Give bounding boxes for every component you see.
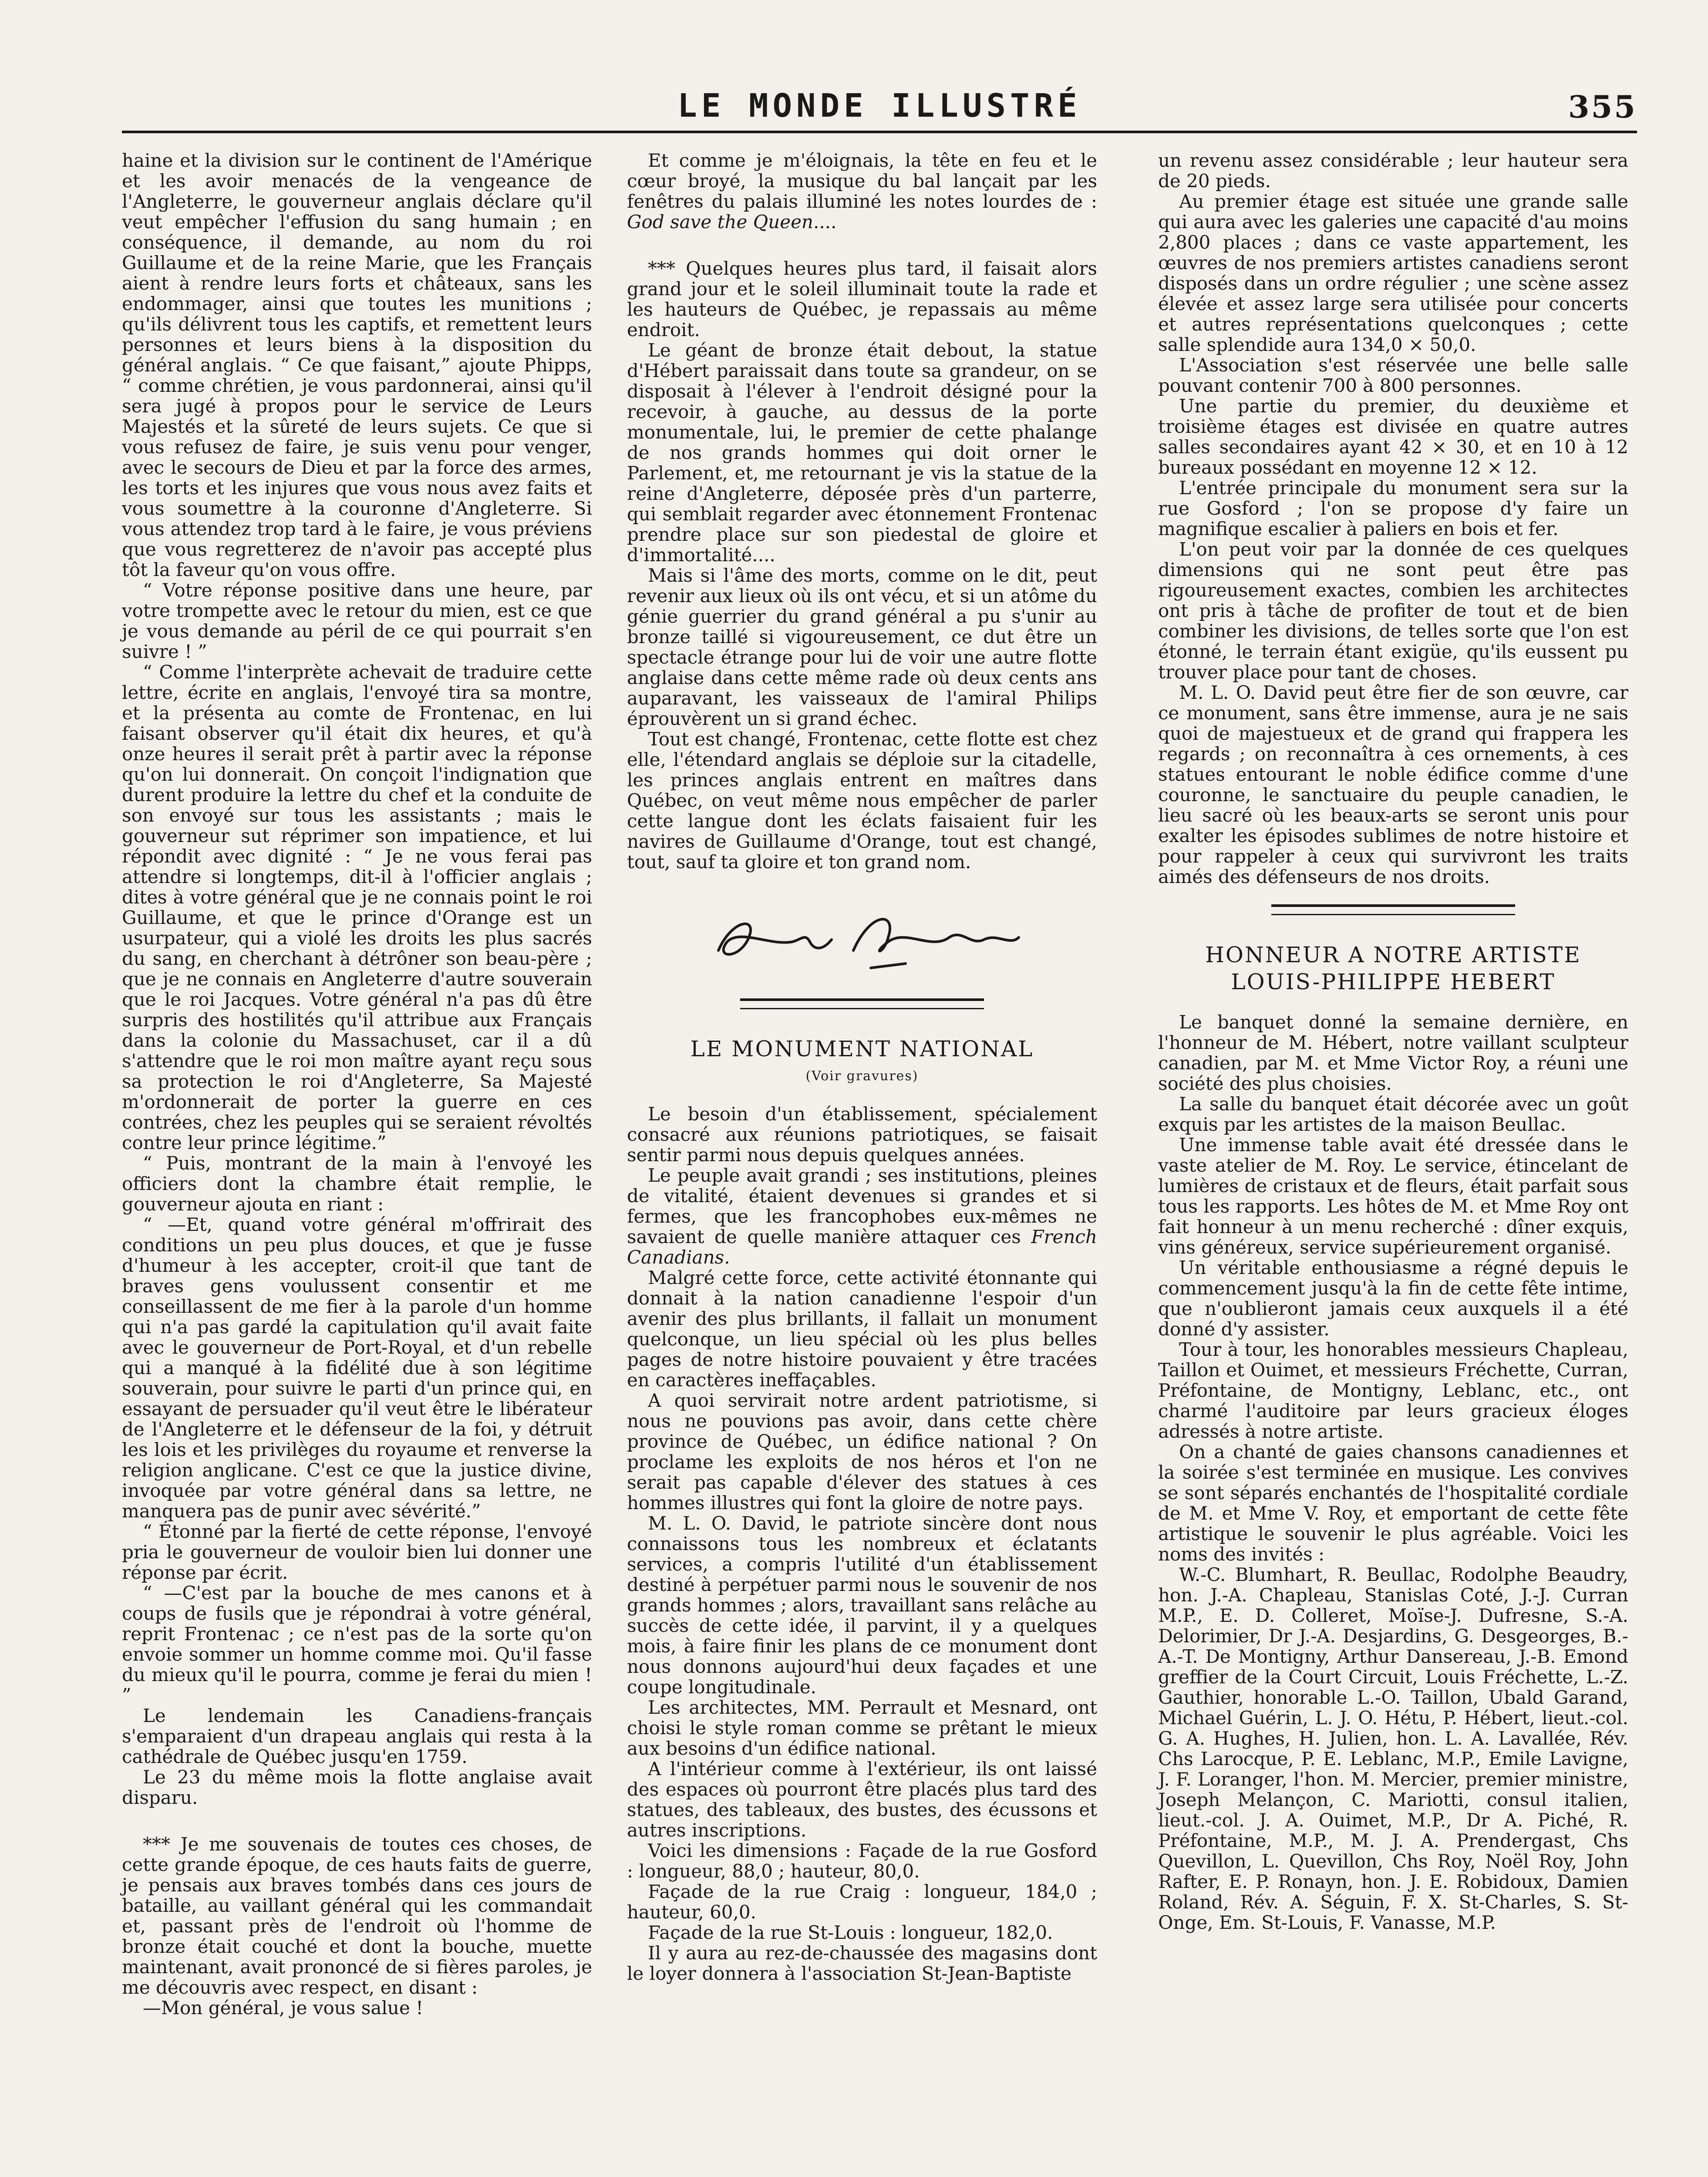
section-subheading: (Voir gravures) — [805, 1068, 919, 1084]
paragraph: L'Association s'est réservée une belle salle pouvant contenir 700 à 800 personnes. — [1158, 354, 1628, 396]
author-signature — [627, 885, 1097, 981]
paragraph: “ Comme l'interprète achevait de traduire cette lettre, écrite en anglais, l'envoyé tira sa montre, et la présenta au comte de Frontenac, en lui faisant observer qu'il était dix heures, et qu'à onze heures il serait prêt à partir avec la réponse qu'on lui donnerait. On conçoit l'indignation que durent produire la lettre du chef et la conduite de son envoyé sur tous les assistants ; mais le gouverneur sut réprimer son impatience, et lui répondit avec dignité : “ Je ne vous ferai pas attendre si longtemps, dit-il à l'officier anglais ; dites à votre général que je ne connais point le roi Guillaume, et que le prince d'Orange est un usurpateur, qui a violé les droits les plus sacrés du sang, en cherchant à détrôner son beau-père ; que je ne connais en Angleterre d'autre souverain que le roi Jacques. Votre général n'a pas dû être surpris des hostilités qu'il attribue aux Français dans la colonie du Massachuset, car il a dû s'attendre que le roi mon maître ayant reçu sous sa protection le roi d'Angleterre, Sa Majesté m'ordonnerait de porter la guerre en ces contrées, chez les peuples qui se seraient révoltés contre leur prince légitime.” — [122, 661, 592, 1153]
paragraph: *** Je me souvenais de toutes ces choses, de cette grande époque, de ces hauts faits de guerre, je pensais aux braves tombés dans ces jours de bataille, au vaillant général qui les commandait et, passant près de l'endroit où l'homme de bronze était couché et dont la bouche, muette maintenant, avait prononcé de si fières paroles, je me découvris avec respect, en disant : — [122, 1833, 592, 1998]
paragraph — [627, 150, 1097, 232]
paragraph: L'on peut voir par la donnée de ces quelques dimensions qui ne sont peut être pas rigoureusement exactes, combien les architectes ont pris à tâche de profiter de tout et de bien combiner les divisions, de telles sorte que l'on est étonné, le terrain étant exigüe, qu'ils eussent pu trouver place pour tant de choses. — [1158, 539, 1628, 683]
paragraph: Les architectes, MM. Perrault et Mesnard, ont choisi le style roman comme se prêtant le mieux aux besoins d'un édifice national. — [627, 1697, 1097, 1759]
column-2 — [627, 150, 1097, 1984]
paragraph: Un véritable enthousiasme a régné depuis le commencement jusqu'à la fin de cette fête intime, que n'oublieront jamais ceux auxquels il a été donné d'y assister. — [1158, 1257, 1628, 1340]
paragraph: Façade de la rue Craig : longueur, 184,0 ; hauteur, 60,0. — [627, 1881, 1097, 1923]
spacer — [122, 1808, 592, 1834]
column-1 — [122, 150, 592, 2018]
paragraph: Le besoin d'un établissement, spécialement consacré aux réunions patriotiques, se faisait sentir parmi nous depuis quelques années. — [627, 1103, 1097, 1166]
paragraph: La salle du banquet était décorée avec un goût exquis par les artistes de la maison Beullac. — [1158, 1093, 1628, 1135]
column-3 — [1158, 150, 1628, 1933]
italic-run: French Canadians. — [627, 1226, 1097, 1268]
paragraph: On a chanté de gaies chansons canadiennes et la soirée s'est terminée en musique. Les convives se sont séparés enchantés de l'hospitalité cordiale de M. et Mme V. Roy, et emportant de cette fête artistique le souvenir le plus agréable. Voici les noms des invités : — [1158, 1441, 1628, 1565]
paragraph: Le lendemain les Canadiens-français s'emparaient d'un drapeau anglais qui resta à la cathédrale de Québec jusqu'en 1759. — [122, 1705, 592, 1767]
spacer — [1158, 999, 1628, 1012]
paragraph: un revenu assez considérable ; leur hauteur sera de 20 pieds. — [1158, 150, 1628, 192]
paragraph: “ Puis, montrant de la main à l'envoyé les officiers dont la chambre était remplie, le gouverneur ajouta en riant : — [122, 1153, 592, 1215]
section-heading: HONNEUR A NOTRE ARTISTE LOUIS-PHILIPPE HEBERT — [1205, 942, 1581, 994]
text-run: Et comme je m'éloignais, la tête en feu et le cœur broyé, la musique du bal lançait par les fenêtres du palais illuminé les notes lourdes de : — [627, 150, 1097, 212]
paragraph: Il y aura au rez-de-chaussée des magasins dont le loyer donnera à l'association St-Jean-Baptiste — [627, 1942, 1097, 1984]
section-heading: LE MONUMENT NATIONAL — [690, 1036, 1034, 1062]
guest-list: W.-C. Blumhart, R. Beullac, Rodolphe Beaudry, hon. J.-A. Chapleau, Stanislas Coté, J.-J. Curran M.P., E. D. Colleret, Moïse-J. Dufresne, S.-A. Delorimier, Dr J.-A. Desjardins, G. Desgeorges, B.-A.-T. De Montigny, Arthur Dansereau, J.-B. Emond greffier de la Court Circuit, Louis Fréchette, L.-Z. Gauthier, honorable L.-O. Taillon, Ubald Garand, Michael Guérin, L. J. O. Hétu, P. Hébert, lieut.-col. G. A. Hughes, H. Julien, hon. L. A. Lavallée, Rév. Chs Larocque, P. E. Leblanc, M.P., Emile Lavigne, J. F. Loranger, l'hon. M. Mercier, premier ministre, Joseph Melançon, C. Mariotti, consul italien, lieut.-col. J. A. Ouimet, M.P., Dr A. Piché, R. Préfontaine, M.P., M. J. A. Prendergast, Chs Quevillon, L. Quevillon, Chs Roy, Noël Roy, John Rafter, E. P. Ronayn, hon. J. E. Robidoux, Damien Roland, Rév. A. Séguin, F. X. St-Charles, S. St-Onge, Em. St-Louis, F. Vanasse, M.P. — [1158, 1564, 1628, 1933]
paragraph: haine et la division sur le continent de l'Amérique et les avoir menacés de la vengeance de l'Angleterre, le gouverneur anglais déclare qu'il veut empêcher l'effusion du sang humain ; en conséquence, il demande, au nom du roi Guillaume et de la reine Marie, que les Français aient à rendre leurs forts et châteaux, sans les endommager, ainsi que toutes les munitions ; qu'ils délivrent tous les captifs, et remettent leurs personnes et leurs biens à la disposition du général anglais. “ Ce que faisant,” ajoute Phipps, “ comme chrétien, je vous pardonnerai, ainsi qu'il sera jugé à propos pour le service de Leurs Majestés et la sûreté de leurs sujets. Ce que si vous refusez de faire, je suis venu pour venger, avec le secours de Dieu et par la force des armes, les torts et les injures que vous nous avez faits et vous soumettre à la couronne d'Angleterre. Si vous attendez trop tard à le faire, je vous préviens que vous regretterez de n'avoir pas accepté plus tôt la faveur qu'on vous offre. — [122, 150, 592, 580]
paragraph: Façade de la rue St-Louis : longueur, 182,0. — [648, 1922, 1053, 1943]
signature-drawing — [627, 885, 1097, 981]
paragraph: Au premier étage est située une grande salle qui aura avec les galeries une capacité d'au moins 2,800 places ; dans ce vaste appartement, les œuvres de nos premiers artistes canadiens seront disposés dans un ordre régulier ; une scène assez élevée et assez large sera utilisée pour concerts et autres représentations quelconques ; cette salle splendide aura 134,0 × 50,0. — [1158, 191, 1628, 355]
paragraph: A l'intérieur comme à l'extérieur, ils ont laissé des espaces où pourront être placés plus tard des statues, des tableaux, des bustes, des écussons et autres inscriptions. — [627, 1758, 1097, 1841]
paragraph: Le 23 du même mois la flotte anglaise avait disparu. — [122, 1766, 592, 1808]
paragraph — [627, 1165, 1097, 1267]
masthead — [122, 87, 1637, 135]
paragraph: Le géant de bronze était debout, la statue d'Hébert paraissait dans toute sa grandeur, on se disposait à l'élever à l'endroit désigné pour la recevoir, à gauche, au dessus de la porte monumentale, lui, le premier de cette phalange de nos grands hommes qui doit orner le Parlement, et, me retournant je vis la statue de la reine d'Angleterre, déposée près d'un parterre, qui semblait regarder avec étonnement Frontenac prendre place sur son piedestal de gloire et d'immortalité.... — [627, 340, 1097, 566]
newspaper-title: LE MONDE ILLUSTRÉ — [677, 87, 1081, 125]
paragraph: A quoi servirait notre ardent patriotisme, si nous ne pouvions pas avoir, dans cette chère province de Québec, un édifice national ? On proclame les exploits de nos héros et l'on ne serait pas capable d'élever des statues à ces hommes illustres qui font la gloire de notre pays. — [627, 1390, 1097, 1513]
paragraph: Malgré cette force, cette activité étonnante qui donnait à la nation canadienne l'espoir d'un avenir des plus brillants, il fallait un monument quelconque, un lieu spécial où les plus belles pages de notre histoire pouvaient y être tracées en caractères ineffaçables. — [627, 1267, 1097, 1391]
text-run: Le peuple avait grandi ; ses institutions, pleines de vitalité, étaient devenues si grandes et si fermes, que les francophobes eux-mêmes ne savaient de quelle manière attaquer ces — [627, 1165, 1097, 1247]
paragraph: L'entrée principale du monument sera sur la rue Gosford ; l'on se propose d'y faire un magnifique escalier à paliers en bois et fer. — [1158, 477, 1628, 539]
paragraph: Le banquet donné la semaine dernière, en l'honneur de M. Hébert, notre vaillant sculpteur canadien, par M. et Mme Victor Roy, a réuni une société des plus choisies. — [1158, 1011, 1628, 1094]
paragraph: “ Étonné par la fierté de cette réponse, l'envoyé pria le gouverneur de vouloir bien lui donner une réponse par écrit. — [122, 1521, 592, 1583]
spacer — [627, 232, 1097, 258]
paragraph: Mais si l'âme des morts, comme on le dit, peut revenir aux lieux où ils ont vécu, et si un atôme du génie guerrier du grand général a pu s'unir au bronze taillé si vigoureusement, ce dut être un spectacle étrange pour lui de voir une autre flotte anglaise dans cette même rade où deux cents ans auparavant, les vaisseaux de l'amiral Philips éprouvèrent un si grand échec. — [627, 565, 1097, 729]
section-divider — [1271, 904, 1515, 915]
paragraph: Tour à tour, les honorables messieurs Chapleau, Taillon et Ouimet, et messieurs Fréchette, Curran, Préfontaine, de Montigny, Leblanc, etc., ont charmé l'auditoire par leurs gracieux éloges adressés à notre artiste. — [1158, 1339, 1628, 1442]
page-number: 355 — [1568, 89, 1637, 125]
paragraph: M. L. O. David, le patriote sincère dont nous connaissons tous les nombreux et éclatants services, a compris l'utilité d'un établissement destiné à perpétuer parmi nous le souvenir de nos grands hommes ; alors, travaillant sans relâche au succès de cette idée, il parvint, il y a quelques mois, à faire finir les plans de ce monument dont nous donnons aujourd'hui deux façades et une coupe longitudinale. — [627, 1513, 1097, 1698]
italic-run: God save the Queen — [627, 211, 813, 233]
paragraph: “ —Et, quand votre général m'offrirait des conditions un peu plus douces, et que je fusse d'humeur à les accepter, croit-il que tant de braves gens voulussent consentir et me conseillassent de me fier à la parole d'un homme qui n'a pas gardé la capitulation qu'il avait faite avec le gouverneur de Port-Royal, et d'un rebelle qui a manqué à la fidélité due à son légitime souverain, pour suivre le parti d'un prince qui, en essayant de persuader qu'il veut être le libérateur de l'Angleterre et le défenseur de la foi, y détruit les lois et les privilèges du royaume et renverse la religion anglicane. C'est ce que la justice divine, invoquée par votre général dans sa lettre, ne manquera pas de punir avec sévérité.” — [122, 1214, 592, 1522]
paragraph: —Mon général, je vous salue ! — [143, 1997, 423, 2019]
paragraph: Voici les dimensions : Façade de la rue Gosford : longueur, 88,0 ; hauteur, 80,0. — [627, 1840, 1097, 1882]
section-divider — [740, 998, 984, 1009]
text-run: .... — [813, 211, 837, 233]
paragraph: Une partie du premier, du deuxième et troisième étages est divisée en quatre autres salles secondaires ayant 42 × 30, et en 10 à 12 bureaux possédant en moyenne 12 × 12. — [1158, 395, 1628, 478]
paragraph: “ —C'est par la bouche de mes canons et à coups de fusils que je répondrai à votre général, reprit Frontenac ; ce n'est pas de la sorte qu'on envoie sommer un homme comme moi. Qu'il fasse du mieux qu'il le pourra, comme je ferai du mien ! ” — [122, 1582, 592, 1706]
masthead-rule — [122, 131, 1637, 133]
paragraph: M. L. O. David peut être fier de son œuvre, car ce monument, sans être immense, aura je ne sais quoi de majestueux et de grand qui frappera les regards ; on reconnaîtra à ces ornements, à ces statues entourant le noble édifice comme d'une couronne, le sanctuaire du peuple canadien, le lieu sacré où les beaux-arts se seront unis pour exalter les épisodes sublimes de notre histoire et pour rappeler à ceux qui survivront les traits aimés des défenseurs de nos droits. — [1158, 682, 1628, 887]
paragraph: *** Quelques heures plus tard, il faisait alors grand jour et le soleil illuminait toute la rade et les hauteurs de Québec, je repassais au même endroit. — [627, 258, 1097, 340]
paragraph: Une immense table avait été dressée dans le vaste atelier de M. Roy. Le service, étincelant de lumières de cristaux et de fleurs, était parfait sous tous les rapports. Les hôtes de M. et Mme Roy ont fait honneur à un menu recherché : dîner exquis, vins généreux, service supérieurement organisé. — [1158, 1134, 1628, 1258]
paragraph: “ Votre réponse positive dans une heure, par votre trompette avec le retour du mien, est ce que je vous demande au péril de ce qui pourrait s'en suivre ! ” — [122, 580, 592, 662]
paragraph: Tout est changé, Frontenac, cette flotte est chez elle, l'étendard anglais se déploie sur la citadelle, les princes anglais entrent en maîtres dans Québec, on veut même nous empêcher de parler cette langue dont les éclats faisaient fuir les navires de Guillaume d'Orange, tout est changé, tout, sauf ta gloire et ton grand nom. — [627, 728, 1097, 873]
